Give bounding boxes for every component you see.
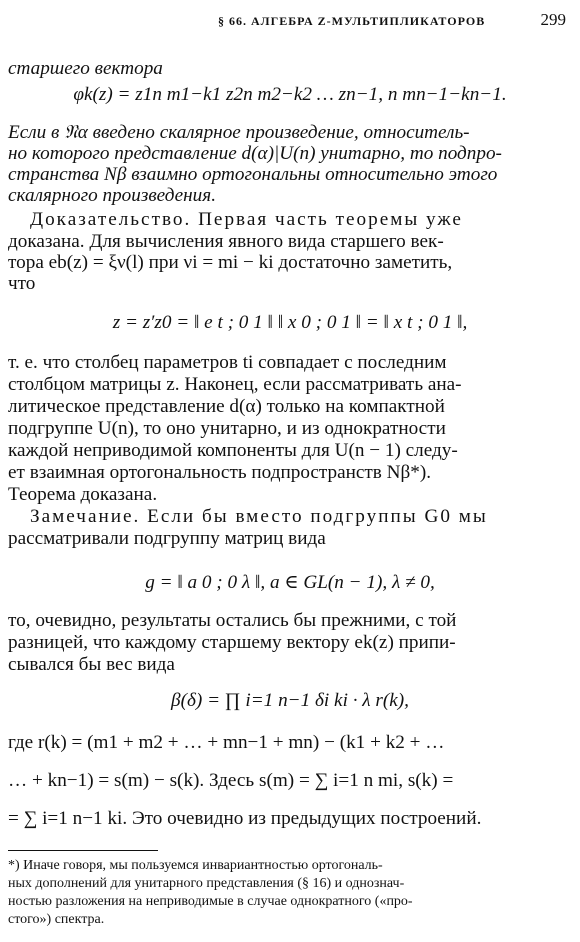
page-number: 299: [540, 10, 566, 29]
footnote-line: ных дополнений для унитарного представления (§ 16) и однознач-: [8, 876, 405, 891]
running-title: § 66. АЛГЕБРА Z-МУЛЬТИПЛИКАТОРОВ: [218, 14, 486, 28]
page-header: [8, 8, 568, 30]
proof-line: доказана. Для вычисления явного вида старшего век-: [8, 231, 444, 252]
footnote-rule: [8, 850, 158, 851]
formula-beta: β(δ) = ∏ i=1 n−1 δi ki · λ r(k),: [171, 690, 409, 711]
theorem-line: скалярного произведения.: [8, 185, 216, 206]
footnote-line: *) Иначе говоря, мы пользуемся инвариантностью ортогональ-: [8, 858, 383, 873]
theorem-line: странства Nβ взаимно ортогональны относительно этого: [8, 164, 498, 185]
text-line: то, очевидно, результаты остались бы прежними, с той: [8, 610, 457, 631]
remark-line: Замечание. Если бы вместо подгруппы G0 мы: [30, 506, 488, 527]
text-line: ет взаимная ортогональность подпространств Nβ*).: [8, 462, 432, 483]
text-line: старшего вектора: [8, 58, 163, 79]
text-line: т. е. что столбец параметров ti совпадает с последним: [8, 352, 447, 373]
theorem-line: Если в 𝔑α введено скалярное произведение, относитель-: [8, 122, 470, 143]
text-line: = ∑ i=1 n−1 ki. Это очевидно из предыдущих построений.: [8, 808, 482, 829]
proof-line: что: [8, 273, 36, 294]
footnote-line: стого») спектра.: [8, 912, 105, 927]
proof-line: тора eb(z) = ξν(l) при νi = mi − ki достаточно заметить,: [8, 252, 453, 273]
proof-line: Доказательство. Первая часть теоремы уже: [30, 209, 463, 230]
text-line: литическое представление d(α) только на компактной: [8, 396, 445, 417]
text-line: Теорема доказана.: [8, 484, 158, 505]
text-line: каждой неприводимой компоненты для U(n − 1) следу-: [8, 440, 458, 461]
text-line: разницей, что каждому старшему вектору ek(z) припи-: [8, 632, 456, 653]
formula-phi: φk(z) = z1n m1−k1 z2n m2−k2 … zn−1, n mn−1−kn−1.: [73, 84, 507, 105]
theorem-line: но которого представление d(α)|U(n) унитарно, то подпро-: [8, 143, 502, 164]
text-line: сывался бы вес вида: [8, 654, 175, 675]
formula-g: g = ‖ a 0 ; 0 λ ‖, a ∈ GL(n − 1), λ ≠ 0,: [145, 572, 435, 593]
text-line: подгруппе U(n), то оно унитарно, и из однократности: [8, 418, 446, 439]
formula-z: z = z′z0 = ‖ e t ; 0 1 ‖ ‖ x 0 ; 0 1 ‖ = ‖ x t ; 0 1 ‖,: [112, 312, 468, 333]
text-line: рассматривали подгруппу матриц вида: [8, 528, 326, 549]
text-line: где r(k) = (m1 + m2 + … + mn−1 + mn) − (k1 + k2 + …: [8, 732, 445, 753]
footnote-line: ностью разложения на неприводимые в случае однократного («про-: [8, 894, 413, 909]
text-line: столбцом матрицы z. Наконец, если рассматривать ана-: [8, 374, 462, 395]
text-line: … + kn−1) = s(m) − s(k). Здесь s(m) = ∑ i=1 n mi, s(k) =: [8, 770, 454, 791]
